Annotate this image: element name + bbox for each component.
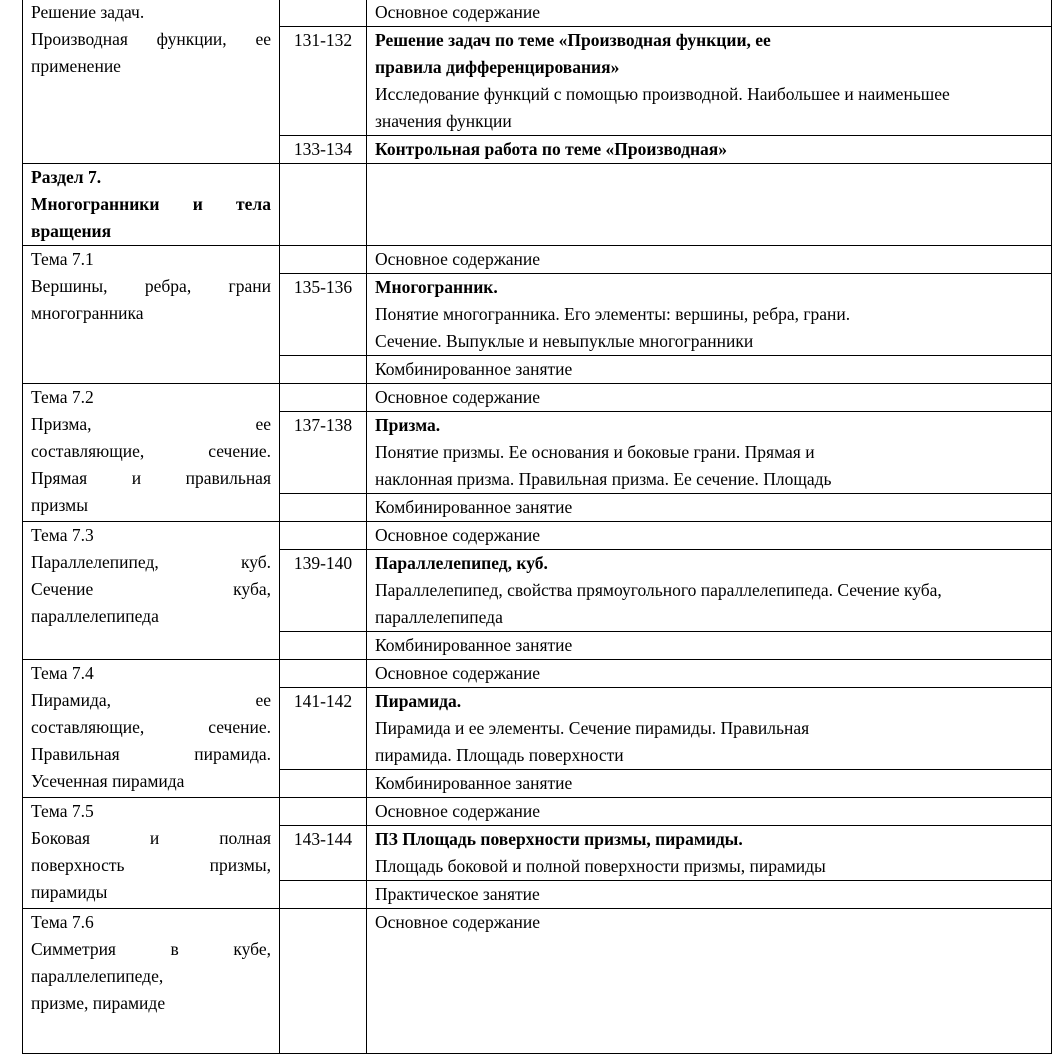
topic-line: Прямая и правильная xyxy=(31,468,271,488)
content-cell xyxy=(367,632,1052,660)
lesson-number-cell xyxy=(280,798,367,826)
topic-line: Тема 7.3 xyxy=(31,525,94,545)
topic-line: многогранника xyxy=(31,303,144,323)
content-cell xyxy=(367,494,1052,522)
content-line: Основное содержание xyxy=(375,912,541,932)
table-row xyxy=(23,660,1052,688)
content-heading: Пирамида. xyxy=(375,691,462,711)
content-heading: ПЗ Площадь поверхности призмы, пирамиды. xyxy=(375,829,743,849)
content-line: Комбинированное занятие xyxy=(375,359,573,379)
content-line: Площадь боковой и полной поверхности призмы, пирамиды xyxy=(375,856,826,876)
lesson-number-cell xyxy=(280,274,367,356)
content-cell xyxy=(367,660,1052,688)
content-line: пирамида. Площадь поверхности xyxy=(375,745,624,765)
content-cell xyxy=(367,164,1052,246)
content-cell xyxy=(367,688,1052,770)
table-row xyxy=(23,909,1052,1054)
topic-line: Решение задач. xyxy=(31,2,145,22)
lesson-number-cell xyxy=(280,522,367,550)
topic-cell xyxy=(23,164,280,246)
lesson-number-cell xyxy=(280,412,367,494)
content-cell xyxy=(367,246,1052,274)
content-line: Основное содержание xyxy=(375,525,541,545)
content-line: Основное содержание xyxy=(375,801,541,821)
topic-line: параллелепипеде, xyxy=(31,966,164,986)
content-line: Понятие многогранника. Его элементы: вершины, ребра, грани. xyxy=(375,304,851,324)
lesson-number-cell xyxy=(280,356,367,384)
content-cell xyxy=(367,909,1052,1054)
content-heading: Многогранник. xyxy=(375,277,498,297)
content-cell xyxy=(367,798,1052,826)
content-cell xyxy=(367,356,1052,384)
content-cell xyxy=(367,770,1052,798)
topic-line: Тема 7.2 xyxy=(31,387,94,407)
topic-line: Тема 7.6 xyxy=(31,912,94,932)
content-cell xyxy=(367,384,1052,412)
topic-line: параллелепипеда xyxy=(31,606,159,626)
content-heading: Решение задач по теме «Производная функции, ее xyxy=(375,30,771,50)
lesson-number-cell xyxy=(280,136,367,164)
content-cell xyxy=(367,522,1052,550)
lesson-number: 143-144 xyxy=(293,829,353,849)
topic-line: Призма, ее xyxy=(31,414,271,434)
topic-cell xyxy=(23,909,280,1054)
lesson-number-cell xyxy=(280,27,367,136)
content-line: Исследование функций с помощью производной. Наибольшее и наименьшее xyxy=(375,84,950,104)
topic-line: Усеченная пирамида xyxy=(31,771,185,791)
content-line: наклонная призма. Правильная призма. Ее сечение. Площадь xyxy=(375,469,832,489)
lesson-number-cell xyxy=(280,881,367,909)
topic-line: Многогранники и тела xyxy=(31,194,271,214)
topic-line: Производная функции, ее xyxy=(31,29,271,49)
lesson-number-cell xyxy=(280,909,367,1054)
lesson-number-cell xyxy=(280,246,367,274)
topic-line: Сечение куба, xyxy=(31,579,271,599)
topic-line: Раздел 7. xyxy=(31,167,102,187)
topic-line: призме, пирамиде xyxy=(31,993,166,1013)
lesson-number-cell xyxy=(280,688,367,770)
content-cell xyxy=(367,550,1052,632)
topic-line: Пирамида, ее xyxy=(31,690,271,710)
topic-line: призмы xyxy=(31,495,88,515)
content-line: Комбинированное занятие xyxy=(375,773,573,793)
content-line: Комбинированное занятие xyxy=(375,635,573,655)
table-row xyxy=(23,522,1052,550)
content-line: Понятие призмы. Ее основания и боковые грани. Прямая и xyxy=(375,442,815,462)
content-heading: Призма. xyxy=(375,415,441,435)
lesson-number-cell xyxy=(280,494,367,522)
lesson-number: 135-136 xyxy=(293,277,353,297)
lesson-number: 139-140 xyxy=(293,553,353,573)
content-cell xyxy=(367,412,1052,494)
lesson-number-cell xyxy=(280,826,367,881)
table-row xyxy=(23,164,1052,246)
lesson-number-cell xyxy=(280,632,367,660)
lesson-number-cell xyxy=(280,770,367,798)
curriculum-table-body xyxy=(23,0,1052,1054)
lesson-number: 131-132 xyxy=(293,30,353,50)
lesson-number-cell xyxy=(280,384,367,412)
topic-line: Вершины, ребра, грани xyxy=(31,276,271,296)
topic-line: поверхность призмы, xyxy=(31,855,271,875)
content-line: значения функции xyxy=(375,111,512,131)
lesson-number: 133-134 xyxy=(293,139,353,159)
content-cell xyxy=(367,136,1052,164)
content-line: Комбинированное занятие xyxy=(375,497,573,517)
content-line: Практическое занятие xyxy=(375,884,540,904)
lesson-number: 137-138 xyxy=(293,415,353,435)
lesson-number-cell xyxy=(280,0,367,27)
content-cell xyxy=(367,881,1052,909)
content-line xyxy=(375,164,1043,191)
content-cell xyxy=(367,826,1052,881)
content-cell xyxy=(367,0,1052,27)
topic-line: Правильная пирамида. xyxy=(31,744,271,764)
table-row xyxy=(23,798,1052,826)
content-line: Основное содержание xyxy=(375,387,541,407)
topic-line: вращения xyxy=(31,221,112,241)
topic-line: Тема 7.1 xyxy=(31,249,94,269)
lesson-number: 141-142 xyxy=(293,691,353,711)
topic-line: Тема 7.4 xyxy=(31,663,94,683)
topic-cell xyxy=(23,384,280,522)
topic-cell xyxy=(23,246,280,384)
content-line: Основное содержание xyxy=(375,2,541,22)
content-line: параллелепипеда xyxy=(375,607,503,627)
topic-line: составляющие, сечение. xyxy=(31,717,271,737)
content-heading: Параллелепипед, куб. xyxy=(375,553,548,573)
curriculum-table xyxy=(22,0,1052,1054)
topic-line: Симметрия в кубе, xyxy=(31,939,271,959)
topic-line: Боковая и полная xyxy=(31,828,271,848)
content-cell xyxy=(367,274,1052,356)
topic-line: Параллелепипед, куб. xyxy=(31,552,271,572)
content-heading: правила дифференцирования» xyxy=(375,57,620,77)
topic-cell xyxy=(23,522,280,660)
table-row xyxy=(23,384,1052,412)
topic-cell xyxy=(23,798,280,909)
topic-cell xyxy=(23,660,280,798)
content-cell xyxy=(367,27,1052,136)
content-line: Основное содержание xyxy=(375,249,541,269)
content-line: Пирамида и ее элементы. Сечение пирамиды. Правильная xyxy=(375,718,810,738)
topic-line: Тема 7.5 xyxy=(31,801,94,821)
topic-line: пирамиды xyxy=(31,882,108,902)
content-line: Параллелепипед, свойства прямоугольного параллелепипеда. Сечение куба, xyxy=(375,580,942,600)
table-row xyxy=(23,0,1052,27)
content-heading: Контрольная работа по теме «Производная» xyxy=(375,139,727,159)
topic-line: применение xyxy=(31,56,121,76)
topic-cell xyxy=(23,0,280,164)
table-row xyxy=(23,246,1052,274)
lesson-number-cell xyxy=(280,660,367,688)
lesson-number-cell xyxy=(280,164,367,246)
content-line: Сечение. Выпуклые и невыпуклые многогранники xyxy=(375,331,754,351)
lesson-number-cell xyxy=(280,550,367,632)
content-line: Основное содержание xyxy=(375,663,541,683)
topic-line: составляющие, сечение. xyxy=(31,441,271,461)
